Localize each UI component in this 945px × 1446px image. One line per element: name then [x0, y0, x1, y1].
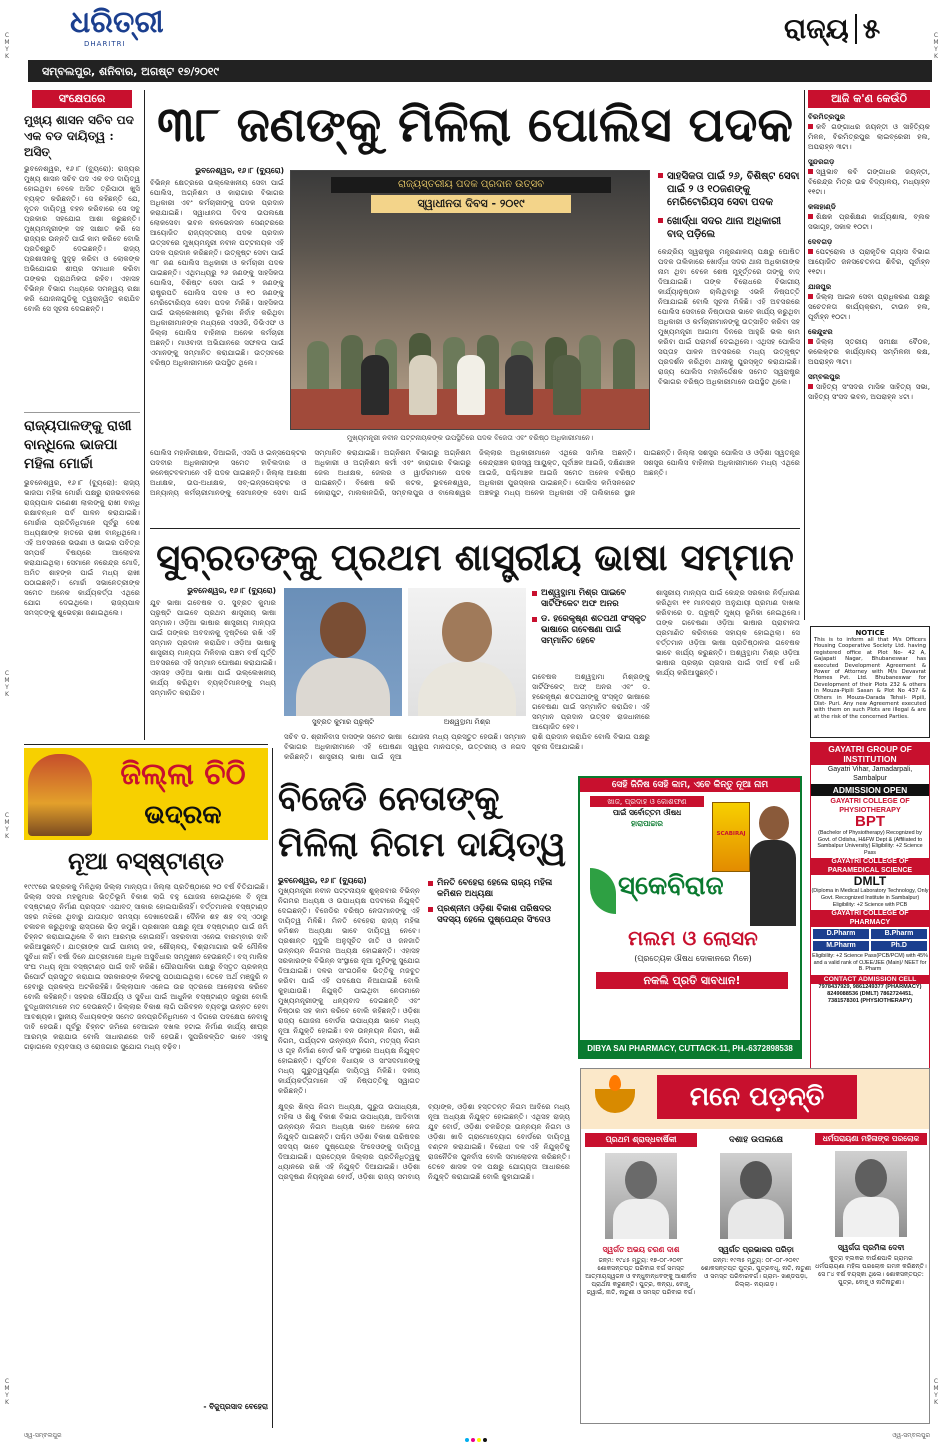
- subrata-body1: ଯୁବ ଭାଷା ଗବେଷକ ଡ. ସୁବ୍ରତ କୁମାର ପ୍ରୃଷ୍ଟି ପାଇବେ ପ୍ରଥମ ଶାସ୍ତ୍ରୀୟ ଭାଷା ସମ୍ମାନ। ଓଡ଼ିଆ ଭାଷାର ଶାସ୍ତ୍ରୀୟ ମାନ୍ୟତା ପାଇଁ ତାଙ୍କର ଅବଦାନକୁ ଦୃଷ୍ଟିରେ ରଖି ଏହି ସମ୍ମାନ ପ୍ରଦାନ କରାଯିବ। ଓଡ଼ିଆ ଭାଷାକୁ ଶାସ୍ତ୍ରୀୟ ମାନ୍ୟତା ମିଳିବାର ପଞ୍ଚମ ବର୍ଷ ପୂର୍ତ୍ତି ଅବସରରେ ଏହି ସମ୍ମାନ ଘୋଷଣା କରାଯାଇଛି। ଏହାସହ ଓଡ଼ିଆ ଭାଷା ପାଇଁ ଉଲ୍ଲେଖନୀୟ କାର୍ଯ୍ୟ କରିଥିବା ବ୍ୟକ୍ତିମାନଙ୍କୁ ମଧ୍ୟ ସମ୍ମାନିତ କରାଯିବ।: [150, 598, 276, 697]
- bullet-square-icon: [808, 169, 813, 174]
- today-item: [808, 237, 930, 277]
- photo-banner-1: ରାଜ୍ୟସ୍ତରୀୟ ପଦକ ପ୍ରଦାନ ଉତ୍ସବ: [331, 177, 611, 193]
- scabiraj-pack: SCABIRAJ: [712, 802, 750, 872]
- subrata-body3: ଶାସ୍ତ୍ରୀୟ ମାନ୍ୟତା ପାଇଁ କେନ୍ଦ୍ର ସରକାର ନିର୍ଦ୍ଧାରଣ କରିଥିବା ୧୧ ମାନଦଣ୍ଡ ଅନୁଯାୟୀ ପ୍ରମାଣ ଦାଖଲ କରିବାରେ ଡ. ପ୍ରୃଷ୍ଟି ମୁଖ୍ୟ ଭୂମିକା ନେଇଥିଲେ। ତାଙ୍କ ଗବେଷଣା ଓଡ଼ିଆ ଭାଷାର ପ୍ରାଚୀନତା ପ୍ରମାଣିତ କରିବାରେ ସହାୟକ ହୋଇଥିଲା। ସେ ବର୍ତ୍ତମାନ ଓଡ଼ିଆ ଭାଷା ପ୍ରତିଷ୍ଠାନର ଗବେଷକ ଭାବେ କାର୍ଯ୍ୟ କରୁଛନ୍ତି। ଅଶ୍ୱତ୍ଥାମା ମିଶ୍ର ଓଡ଼ିଆ ଭାଷାର ପ୍ରଚାର ପ୍ରସାର ପାଇଁ ଦୀର୍ଘ ବର୍ଷ ଧରି କାର୍ଯ୍ୟ କରିଆସୁଛନ୍ତି।: [656, 588, 800, 677]
- mane-col3-photo: [835, 1151, 907, 1237]
- gayatri-name: GAYATRI GROUP OF INSTITUTION: [811, 743, 929, 765]
- today-item-place: ସୁନ୍ଦରଗଡ଼: [808, 157, 835, 166]
- subrata-box-2: ଡ. ହରେକୃଷ୍ଣ ଶତପଥୀ ସଂସ୍କୃତ ଭାଷାରେ ଗବେଷଣା ପାଇଁ ସମ୍ମାନିତ ହେବେ: [532, 614, 650, 647]
- lamp-icon: [595, 1089, 635, 1113]
- logo-text: ଧରିତ୍ରୀ: [70, 5, 164, 40]
- today-item-text: ସାହିତ୍ୟ ସଂସଦର ମାସିକ ସାହିତ୍ୟ ସଭା, ସାହିତ୍ୟ ସଂସଦ ଭବନ, ଅପରାହ୍ନ ୪ଟା।: [808, 382, 930, 401]
- today-item-place: ସମ୍ବଲପୁର: [808, 372, 841, 381]
- subrata-photo: [284, 588, 402, 716]
- registration-marks-bottom: C M Y K: [4, 1378, 10, 1406]
- lead-dateline: ଭୁବନେଶ୍ୱର, ୧୬।୮ (ବ୍ୟୁରୋ): [195, 166, 284, 175]
- lead-story: [150, 90, 800, 525]
- scabiraj-ad: [578, 776, 802, 1059]
- scabiraj-tag3: ହାରାପାଚ୍ଚାର: [631, 819, 663, 828]
- today-item: [808, 112, 930, 152]
- mane-col3-head: ଧର୍ମପରାୟଣା ମହିଳାଙ୍କ ପରଲୋକ: [815, 1133, 927, 1145]
- gayatri-pharm-desc: Eligibility: +2 Science Pass(PCB/PCM) with 45% and a valid rank of OJEE/JEE (Main)/ NEET for B. Pharm: [812, 953, 928, 973]
- scabiraj-product: ମଲମ ଓ ଲୋସନ: [628, 926, 758, 950]
- zilla-banner: [24, 748, 268, 840]
- mishra-photo: [408, 588, 526, 716]
- bjd-box-1: ମିନତି ବେହେରା ହେଲେ ରାଜ୍ୟ ମହିଳା କମିଶନ ଅଧ୍ୟକ୍ଷା: [428, 878, 570, 900]
- brief-story1-title: ମୁଖ୍ୟ ଶାସନ ସଚିବ ପଦ ଏକ ବଡ ଦାୟିତ୍ୱ : ଅସିତ୍: [24, 113, 134, 159]
- bjd-box-2: ପ୍ରଶ୍ନୀମ ଓଡ଼ିଶା ବିକାଶ ପରିଷଦର ସଦସ୍ୟ ହେଲେ ପୁଷ୍ପେନ୍ଦ୍ର ସିଂଦେଓ: [428, 904, 570, 926]
- gayatri-address: Gayatri Vihar, Jamadarpali, Sambalpur: [827, 766, 913, 782]
- mane-col2-head: ଦଶାହ ଉପଲକ୍ଷେ: [729, 1135, 783, 1145]
- today-item: [808, 327, 930, 367]
- scabiraj-tag1: ଖାଜ, ପ୍ରଦାହ ଓ କୋଶଫଣ: [590, 796, 704, 807]
- masthead: [14, 6, 932, 84]
- mane-col1-head: ପ୍ରଥମ ଶ୍ରାଦ୍ଧବାର୍ଷିକୀ: [585, 1133, 697, 1147]
- lead-body-right: କେନ୍ଦ୍ରିୟ ସ୍ୱରାଷ୍ଟ୍ର ମନ୍ତ୍ରଣାଳୟ ପକ୍ଷରୁ ଘୋଷିତ ପଦକ ତାଲିକାରେ ଖୋର୍ଦ୍ଧା ସଦର ଥାନା ଅଧିକାରୀଙ୍କ ନାମ ଥିବା ବେଳେ ଶେଷ ମୁହୂର୍ତ୍ତରେ ତାଙ୍କୁ ବାଦ୍ ଦିଆଯାଇଛି। ତାଙ୍କ ବିରୋଧରେ ବିଭାଗୀୟ କାର୍ଯ୍ୟାନୁଷ୍ଠାନ ଚାଲିଥିବାରୁ ଏଭଳି ନିଷ୍ପତ୍ତି ନିଆଯାଇଛି ବୋଲି ସୂଚନା ମିଳିଛି। ଏହି ଅବସରରେ ପୋଲିସ ସେବାରେ ନିଷ୍ଠାପର ଭାବେ କାର୍ଯ୍ୟ କରୁଥିବା ଅଧିକାରୀ ଓ କର୍ମଚାରୀମାନଙ୍କୁ ଉତ୍ସାହିତ କରିବା ସହ ମୁଖ୍ୟମନ୍ତ୍ରୀ ଆଗାମୀ ଦିନରେ ଆହୁରି ଭଲ କାମ କରିବା ପାଇଁ ପରାମର୍ଶ ଦେଇଥିଲେ। ଏଥିସହ ପୋଲିସ ସପ୍ତାହ ପାଳନ ଅବସରରେ ମଧ୍ୟ ଉତ୍କୃଷ୍ଟ ପ୍ରଦର୍ଶନ କରିଥିବା ଥାନାକୁ ପୁରସ୍କୃତ କରାଯାଇଛି। ରାଜ୍ୟ ପୋଲିସ ମହାନିର୍ଦ୍ଦେଶକ ସମେତ ସ୍ୱରାଷ୍ଟ୍ର ବିଭାଗର ବରିଷ୍ଠ ଅଧିକାରୀମାନେ ଉପସ୍ଥିତ ଥିଲେ।: [658, 247, 800, 386]
- scabiraj-tag2: ପାଇଁ ସର୍ବୋତ୍ତମ ଔଷଧ: [612, 808, 682, 817]
- registration-marks-right-bottom: C M Y K: [933, 1378, 939, 1406]
- today-title: ଆଜି କ'ଣ କେଉଁଠି: [808, 90, 930, 108]
- today-item: [808, 372, 930, 402]
- notice-title: NOTICE: [855, 629, 885, 637]
- bjd-body2: କ୍ଷୁଦ୍ର ଶିଳ୍ପ ନିଗମ ଅଧ୍ୟକ୍ଷ, ଗୁରୁତା ଉପାଧ୍ୟକ୍ଷ, ମହିଳା ଓ ଶିଶୁ ବିକାଶ ବିଭାଗ ଉପାଧ୍ୟକ୍ଷ, ଆଦିବାସୀ ଉନ୍ନୟନ ନିଗମ ଅଧ୍ୟକ୍ଷ ଭାବେ ଅନେକ ନେତା ନିଯୁକ୍ତି ପାଇଛନ୍ତି। ପଶ୍ଚିମ ଓଡ଼ିଶା ବିକାଶ ପରିଷଦର ସଦସ୍ୟ ଭାବେ ପୁଷ୍ପେନ୍ଦ୍ର ସିଂଦେଓଙ୍କୁ ଦାୟିତ୍ୱ ଦିଆଯାଇଛି। ପ୍ରତ୍ୟେକ ଜିଲ୍ଲାର ପ୍ରତିନିଧିତ୍ୱକୁ ଧ୍ୟାନରେ ରଖି ଏହି ନିଯୁକ୍ତି ଦିଆଯାଇଛି। ଓଡ଼ିଶା ପ୍ରଦୂଷଣ ନିୟନ୍ତ୍ରଣ ବୋର୍ଡ, ଓଡ଼ିଶା ରାଜ୍ୟ ସମବାୟ ବ୍ୟାଙ୍କ, ଓଡ଼ିଶା ହସ୍ତତନ୍ତ ନିଗମ ଆଦିରେ ମଧ୍ୟ ନୂଆ ଅଧ୍ୟକ୍ଷ ନିଯୁକ୍ତ ହୋଇଛନ୍ତି। ଏଥିସହ ରାଜ୍ୟ ଯୁବ ବୋର୍ଡ, ଓଡ଼ିଶା ଚଳଚ୍ଚିତ୍ର ଉନ୍ନୟନ ନିଗମ ଓ ଓଡ଼ିଶା ଖାଦି ଗ୍ରାମୋଦ୍ୟୋଗ ବୋର୍ଡରେ ଦାୟିତ୍ୱ ବଣ୍ଟନ କରାଯାଇଛି। ବିରୋଧୀ ଦଳ ଏହି ନିଯୁକ୍ତିକୁ ରାଜନୈତିକ ପୁନର୍ବାସ ବୋଲି ସମାଲୋଚନା କରିଛନ୍ତି। ତେବେ ଶାସକ ଦଳ ପକ୍ଷରୁ ଯୋଗ୍ୟତା ଆଧାରରେ ନିଯୁକ୍ତି କରାଯାଇଛି ବୋଲି କୁହାଯାଇଛି।: [278, 1102, 570, 1181]
- today-box: [808, 90, 930, 620]
- dateline-bar: [28, 60, 932, 82]
- gayatri-course2-desc: (Diploma in Medical Laboratory Technology, Only Govt. Recognized Institute in Sambalpur) Eligibility: +2 Science with PCB: [811, 888, 929, 908]
- bullet-square-icon: [808, 249, 813, 254]
- mane-col-3: [815, 1133, 927, 1421]
- today-item-place: ଯାଜପୁର: [808, 282, 832, 291]
- mane-col2-name: ସ୍ୱର୍ଗତ ପ୍ରଭାକର ପରିଡ଼ା: [718, 1245, 794, 1254]
- pharm-course-3: M.Pharm: [813, 941, 869, 951]
- registration-marks-top: C M Y K: [4, 32, 10, 60]
- lead-photo: [290, 170, 650, 430]
- subrata-body4: ସଚିବ ଡ. ଶ୍ରୀନିବାସ ଦାସଙ୍କ ସମେତ ଭାଷା ବିଭାଗର ଅଧିକାରୀମାନେ ଏହି ଘୋଷଣା କରିଛନ୍ତି। ଶାସ୍ତ୍ରୀୟ ଭାଷା ପାଇଁ ନୂଆ ଯୋଜନା ମଧ୍ୟ ପ୍ରସ୍ତୁତ ହେଉଛି। ସମ୍ମାନ ସ୍ୱରୂପ ମାନପତ୍ର, ଉତ୍ତରୀୟ ଓ ନଗଦ ରାଶି ପ୍ରଦାନ କରାଯିବ ବୋଲି ବିଭାଗ ପକ୍ଷରୁ ସୂଚନା ଦିଆଯାଇଛି।: [284, 732, 650, 761]
- pharm-course-2: B.Pharm: [871, 929, 927, 939]
- scabiraj-warning: ନକଲି ପ୍ରତି ସାବଧାନ!: [596, 972, 788, 989]
- gayatri-pharm-grid: [811, 927, 929, 953]
- today-item-text: ସ୍ୱଭାବ କବି ଗଙ୍ଗାଧର ଜୟନ୍ତୀ, ବିରେନ୍ଦ୍ର ମିତ୍ର ଉଚ୍ଚ ବିଦ୍ୟାଳୟ, ମଧ୍ୟାହ୍ନ ୧୧ଟା।: [808, 167, 930, 196]
- mane-col-1: [585, 1133, 697, 1421]
- registration-marks-right-top: C M Y K: [933, 32, 939, 60]
- scabiraj-top: ସେହି ଜିନିଷ ସେହି କାମ, ଏବେ କିନ୍ତୁ ନୂଆ ନାମ: [580, 778, 800, 792]
- logo-subtitle: DHARITRI: [84, 40, 126, 48]
- mane-col1-text: ଜନ୍ମ: ୧୯୪୫ ମୃତ୍ୟୁ: ୧୭-୦୮-୨୦୧୮ ଶୋକସନ୍ତପ୍ତ ପରିବାର ବର୍ଗ ସମସ୍ତ ଆତ୍ମୀୟସ୍ୱଜନ ଓ ବନ୍ଧୁବାନ୍ଧବଙ୍କୁ ଆଶୀର୍ବାଦ ପ୍ରାର୍ଥନା କରୁଛନ୍ତି। ପୁତ୍ର, କନ୍ୟା, ବୋହୂ, ଜ୍ୱାଇଁ, ନାତି, ନାତୁଣୀ ଓ ସମସ୍ତ ପରିବାର ବର୍ଗ।: [585, 1257, 697, 1296]
- zilla-banner-title: ଜିଲ୍ଲା ଚିଠି: [120, 757, 246, 792]
- bjd-headline-1: ବିଜେଡି ନେତାଙ୍କୁ: [278, 779, 500, 819]
- scabiraj-sub: (ପ୍ରତ୍ୟେକ ଔଷଧ ଦୋକାନରେ ମିଳେ): [634, 954, 752, 963]
- gayatri-course2: DMLT: [853, 874, 887, 889]
- today-item: [808, 157, 930, 197]
- registration-marks-middle: C M Y K: [4, 670, 10, 698]
- bullet-square-icon: [808, 214, 813, 219]
- gayatri-admission: ADMISSION OPEN: [811, 784, 929, 796]
- today-item-place: ଦେବଗଡ଼: [808, 237, 833, 246]
- color-dots: [465, 1427, 489, 1446]
- gayatri-college3: GAYATRI COLLEGE OF PHARMACY: [811, 910, 929, 927]
- gayatri-contact-label: CONTACT ADMISSION CELL: [811, 975, 929, 984]
- bjd-story: [278, 776, 570, 1426]
- gayatri-course1: BPT: [855, 813, 885, 830]
- zilla-body: ୧୯୯୯ରେ ଭଦ୍ରକକୁ ମିଳିଥିଲା ଜିଲ୍ଲା ମାନ୍ୟତା। ଜିଲ୍ଲା ପ୍ରତିଷ୍ଠାରେ ୨୦ ବର୍ଷ ବିତିଯାଇଛି। ଜିଲ୍ଲା ସଦର ମହକୁମାର ଭିତ୍ତିଭୂମି ବିକାଶ ଲାଗି ବହୁ ଯୋଜନା ହୋଇଥିଲେ ବି ନୂଆ ବସ୍‌ଷ୍ଟାଣ୍ଡ ନିର୍ମାଣ ପ୍ରସ୍ତାବ ଏଯାବତ୍ ସାକାର ହୋଇପାରିନାହିଁ। ବର୍ତ୍ତମାନର ବସ୍‌ଷ୍ଟାଣ୍ଡ ସହର ମଝିରେ ଥିବାରୁ ଯାତାୟାତ ସମସ୍ୟା ଦେଖାଦେଉଛି। ଦୈନିକ ଶହ ଶହ ବସ୍ ଏଠାରୁ ଚଳାଚଳ କରୁଥିବାରୁ ରାସ୍ତାରେ ଭିଡ଼ ଜମୁଛି। ପ୍ରଶାସନ ପକ୍ଷରୁ ନୂଆ ବସ୍‌ଷ୍ଟାଣ୍ଡ ପାଇଁ ଜମି ଚିହ୍ନଟ କରାଯାଇଥିଲେ ବି କାମ ଆରମ୍ଭ ହୋଇନାହିଁ। ସହରବାସୀ ଏନେଇ ବାରମ୍ବାର ଦାବି କରିଆସୁଛନ୍ତି। ଯାତ୍ରୀଙ୍କ ପାଇଁ ପାନୀୟ ଜଳ, ଶୌଚାଳୟ, ବିଶ୍ରାମାଗାର ଭଳି ମୌଳିକ ସୁବିଧା ନାହିଁ। ବର୍ଷା ଦିନେ ଯାତ୍ରୀମାନେ ଅଧିକ ଅସୁବିଧାର ସମ୍ମୁଖୀନ ହେଉଛନ୍ତି। ବସ୍ ମାଲିକ ସଂଘ ମଧ୍ୟ ନୂଆ ବସ୍‌ଷ୍ଟାଣ୍ଡ ପାଇଁ ଦାବି କରିଛି। ପୌରପାଳିକା ପକ୍ଷରୁ ବିସ୍ତୃତ ପ୍ରକଳ୍ପ ରିପୋର୍ଟ ପ୍ରସ୍ତୁତ କରାଯାଇ ସରକାରଙ୍କ ନିକଟକୁ ପଠାଯାଇଥିଲା। ତେବେ ଅର୍ଥ ମଞ୍ଜୁରି ନ ହେବାରୁ ପ୍ରକଳ୍ପ ଅଟକିରହିଛି। ଜିଲ୍ଲାପାଳ ଏନେଇ ଉଚ୍ଚ ସ୍ତରରେ ଆଲୋଚନା କରିବେ ବୋଲି କହିଛନ୍ତି। ସହରର ସୌନ୍ଦର୍ଯ୍ୟ ଓ ସୁବିଧା ପାଇଁ ଆଧୁନିକ ବସ୍‌ଷ୍ଟାଣ୍ଡ ଜରୁରୀ ବୋଲି ବୁଦ୍ଧିଜୀବୀମାନେ ମତ ଦେଉଛନ୍ତି। ଜିଲ୍ଲାର ବିକାଶ ଲାଗି ପରିବହନ ବ୍ୟବସ୍ଥା ଉନ୍ନତ ହେବା ଆବଶ୍ୟକ। ସ୍ଥାନୀୟ ବିଧାୟକଙ୍କ ସମେତ ଜନପ୍ରତିନିଧିମାନେ ଏ ଦିଗରେ ପଦକ୍ଷେପ ନେବାକୁ ଦାବି ହେଉଛି। ପୂର୍ବରୁ ଚିହ୍ନଟ ଜମିରେ ବେଆଇନ ଦଖଲ ହଟାଇ ନିର୍ମାଣ କାର୍ଯ୍ୟ ଶୀଘ୍ର ଆରମ୍ଭ କରାଯାଉ ବୋଲି ସାଧାରଣରେ ଦାବି ହେଉଛି। ସୁପରିକଳ୍ପିତ ଭାବେ ଏହାକୁ ଗଢ଼ାଗଲେ ବ୍ୟବସାୟ ଓ ରୋଜଗାର ସୁଯୋଗ ମଧ୍ୟ ବଢ଼ିବ।: [24, 882, 268, 1051]
- mane-header: [581, 1069, 930, 1129]
- footer-bar: [24, 1430, 930, 1442]
- mane-col-2: [701, 1133, 811, 1421]
- today-item-text: ଶିକ୍ଷକ ପ୍ରଶିକ୍ଷଣ କାର୍ଯ୍ୟଶାଳା, ବ୍ଲକ ସଭାଗୃହ, ସକାଳ ୧୦ଟା।: [808, 212, 930, 231]
- lead-photo-caption: ମୁଖ୍ୟମନ୍ତ୍ରୀ ନବୀନ ପଟ୍ଟନାୟକଙ୍କ ଉପସ୍ଥିତିରେ ପଦକ ବିଜେତା ଏବଂ ବରିଷ୍ଠ ଅଧିକାରୀମାନେ।: [346, 434, 594, 442]
- scabiraj-leaf-icon: [590, 868, 616, 914]
- logo: [70, 6, 190, 50]
- today-item-place: କଳାହାଣ୍ଡି: [808, 202, 837, 211]
- today-item-place: ବିରମିତ୍ରପୁର: [808, 112, 846, 121]
- mane-col1-photo: [605, 1153, 677, 1239]
- mane-title: ମନେ ପଡ଼ନ୍ତି: [657, 1075, 857, 1119]
- bullet-square-icon: [808, 124, 813, 129]
- gayatri-college1: GAYATRI COLLEGE OF PHYSIOTHERAPY: [830, 796, 910, 814]
- zilla-headline: ନୂଆ ବସ୍‌ଷ୍ଟାଣ୍ଡ: [68, 846, 224, 875]
- today-item-text: କବି ଗଙ୍ଗାଧର ଜୟନ୍ତୀ ଓ ସାହିତ୍ୟିକ ମିଳନ, ବିରମିତ୍ରପୁର ଲାଇବ୍ରେରୀ ହଲ, ଅପରାହ୍ନ ୩ଟା।: [808, 122, 930, 151]
- bjd-body1: ମୁଖ୍ୟମନ୍ତ୍ରୀ ନବୀନ ପଟ୍ଟନାୟକ ଶୁକ୍ରବାର ବିଭିନ୍ନ ନିଗମର ଅଧ୍ୟକ୍ଷ ଓ ଉପାଧ୍ୟକ୍ଷ ପଦବୀରେ ନିଯୁକ୍ତି ଦେଇଛନ୍ତି। ବିଜେଡିର ବରିଷ୍ଠ ନେତାମାନଙ୍କୁ ଏହି ଦାୟିତ୍ୱ ମିଳିଛି। ମିନତି ବେହେରା ରାଜ୍ୟ ମହିଳା କମିଶନ ଅଧ୍ୟକ୍ଷା ଭାବେ ଦାୟିତ୍ୱ ନେବେ। ପ୍ରଶାନ୍ତ ମୁଦୁଲି ଅନୁସୂଚିତ ଜାତି ଓ ଜନଜାତି ଉନ୍ନୟନ ନିଗମର ଅଧ୍ୟକ୍ଷ ହୋଇଛନ୍ତି। ଏହାସହ ସରକାରଙ୍କ ବିଭିନ୍ନ ସଂସ୍ଥାରେ ନୂଆ ମୁହଁଙ୍କୁ ସୁଯୋଗ ଦିଆଯାଇଛି। ଦଳର ସାଂଗଠନିକ ଭିତ୍ତିକୁ ମଜବୁତ କରିବା ପାଇଁ ଏହି ପଦକ୍ଷେପ ନିଆଯାଇଛି ବୋଲି କୁହାଯାଉଛି। ନିଯୁକ୍ତି ପାଇଥିବା ନେତାମାନେ ମୁଖ୍ୟମନ୍ତ୍ରୀଙ୍କୁ ଧନ୍ୟବାଦ ଦେଇଛନ୍ତି ଏବଂ ନିଷ୍ଠାର ସହ କାମ କରିବେ ବୋଲି କହିଛନ୍ତି। ଓଡ଼ିଶା ରାଜ୍ୟ ଯୋଜନା ବୋର୍ଡର ଉପାଧ୍ୟକ୍ଷ ଭାବେ ମଧ୍ୟ ନୂଆ ନିଯୁକ୍ତି ହୋଇଛି। ବନ ଉନ୍ନୟନ ନିଗମ, ଖଣି ନିଗମ, ପର୍ଯ୍ୟଟନ ଉନ୍ନୟନ ନିଗମ, ମତ୍ସ୍ୟ ନିଗମ ଓ ଗୃହ ନିର୍ମାଣ ବୋର୍ଡ ଭଳି ସଂସ୍ଥାରେ ଅଧ୍ୟକ୍ଷ ନିଯୁକ୍ତ ହୋଇଛନ୍ତି। ପୂର୍ବତନ ବିଧାୟକ ଓ ସାଂସଦମାନଙ୍କୁ ମଧ୍ୟ ଗୁରୁତ୍ୱପୂର୍ଣ୍ଣ ଦାୟିତ୍ୱ ମିଳିଛି। ଦଳୀୟ କାର୍ଯ୍ୟକର୍ତ୍ତାମାନେ ଏହି ନିଷ୍ପତ୍ତିକୁ ସ୍ୱାଗତ କରିଛନ୍ତି।: [278, 886, 420, 1095]
- subrata-dateline: ଭୁବନେଶ୍ୱର, ୧୬।୮ (ବ୍ୟୁରୋ): [187, 586, 276, 595]
- today-item: [808, 202, 930, 232]
- brief-story1-body: ଭୁବନେଶ୍ୱର, ୧୬।୮ (ବ୍ୟୁରୋ): ରାଜ୍ୟର ମୁଖ୍ୟ ଶାସନ ସଚିବ ପଦ ଏକ ବଡ ଦାୟିତ୍ୱ ହୋଇଥିବା ବେଳେ ଅସିତ ତ୍ରିପାଠୀ ଖୁସି ବ୍ୟକ୍ତ କରିଛନ୍ତି। ସେ କହିଛନ୍ତି ଯେ, ନୂତନ ଦାୟିତ୍ୱ ବହନ କରିବାରେ ସେ ସବୁ ପ୍ରକାର ସହଯୋଗ ଆଶା କରୁଛନ୍ତି। ମୁଖ୍ୟମନ୍ତ୍ରୀଙ୍କ ସହ ସାକ୍ଷାତ କରି ସେ ରାଜ୍ୟର ଉନ୍ନତି ପାଇଁ କାମ କରିବେ ବୋଲି ପ୍ରତିଶ୍ରୁତି ଦେଇଛନ୍ତି। ରାଜ୍ୟ ପ୍ରଶାସନକୁ ସୁଦୃଢ଼ କରିବା ଓ ଲୋକଙ୍କ ଅଭିଯୋଗର ଶୀଘ୍ର ସମାଧାନ କରିବା ତାଙ୍କର ପ୍ରାଥମିକତା ରହିବ। ଏହାସହ ବିଭିନ୍ନ ବିଭାଗ ମଧ୍ୟରେ ସମନ୍ୱୟ ରକ୍ଷା କରି ଯୋଜନାଗୁଡିକୁ ତ୍ୱରାନ୍ୱିତ କରାଯିବ ବୋଲି ସେ ସୂଚନା ଦେଇଛନ୍ତି।: [24, 164, 140, 313]
- gayatri-ad: [810, 742, 930, 1072]
- section-name: ରାଜ୍ୟ: [784, 12, 849, 45]
- footer-left: ଓ୍ୱ-ସମ୍ବଲପୁର: [24, 1432, 62, 1439]
- brief-story2-title: ରାଜ୍ୟପାଳଙ୍କୁ ରାଖୀ ବାନ୍ଧିଲେ ଭାଜପା ମହିଳା ମୋର୍ଚ୍ଚା: [24, 418, 132, 472]
- zilla-banner-place: ଭଦ୍ରକ: [144, 800, 222, 830]
- mane-col2-photo: [720, 1153, 792, 1239]
- lead-headline: ୩୮ ଜଣଙ୍କୁ ମିଳିଲା ପୋଲିସ ପଦକ: [157, 97, 793, 153]
- subrata-story: [150, 530, 800, 770]
- brief-tag: ସଂକ୍ଷେପରେ: [32, 90, 132, 108]
- bullet-square-icon: [808, 294, 813, 299]
- scabiraj-person: [750, 806, 798, 926]
- dateline-text: ସମ୍ବଲପୁର, ଶନିବାର, ଅଗଷ୍ଟ ୧୭/୨୦୧୯: [42, 65, 219, 78]
- today-item-place: କେନ୍ଦୁଝର: [808, 327, 833, 336]
- bjd-dateline: ଭୁବନେଶ୍ୱର, ୧୬।୮ (ବ୍ୟୁରୋ): [278, 876, 367, 885]
- bullet-square-icon: [808, 339, 813, 344]
- scabiraj-brand: ସ୍କେବିରାଜ: [618, 871, 724, 901]
- lead-highlight-2: ଖୋର୍ଦ୍ଧା ସଦର ଥାନା ଅଧିକାରୀ ବାଦ୍ ପଡ଼ିଲେ: [658, 215, 800, 241]
- registration-marks-lower: C M Y K: [4, 812, 10, 840]
- notice-body: This is to inform all that M/s Officers Housing Cooperative Society Ltd. having registered office at Plot No- 42 A, Gajapati Nagar, Bhubaneswar has executed Development Agreement & Power of Attorney with M/s Devavrat Homes Pvt. Ltd. Bhubaneswar for Development of their Plots 232 & others in Mouza-Pipili Sasan & Plot No 437 & Others in Mouza-Darada Tehsil- Pipili, Dist- Puri. Any new Agreement executed with them on such Plots are illegal & are at the risk of the concerned Parties.: [814, 637, 926, 720]
- today-item-text: ଜିଲ୍ଲା ସ୍ତରୀୟ ସମୀକ୍ଷା ବୈଠକ, କଲେକ୍ଟର କାର୍ଯ୍ୟାଳୟ ସମ୍ମିଳନୀ କକ୍ଷ, ଅପରାହ୍ନ ୩ଟା।: [808, 337, 930, 366]
- brief-column: [24, 90, 140, 740]
- today-item-text: ଜିଲ୍ଲା ଆଇନ ସେବା ପ୍ରାଧିକରଣ ପକ୍ଷରୁ ସଚେତନତା କାର୍ଯ୍ୟକ୍ରମ, ଟାଉନ ହଲ, ପୂର୍ବାହ୍ନ ୧୦ଟା।: [808, 292, 930, 321]
- pharm-course-4: Ph.D: [871, 941, 927, 951]
- today-item-text: ପେଟ୍ରୋଲ ଓ ପ୍ରାକୃତିକ ଗ୍ୟାସ ବିଭାଗ ଆୟୋଜିତ ଜନସଚେତନତା ଶିବିର, ପୂର୍ବାହ୍ନ ୧୧ଟା।: [808, 247, 930, 276]
- mane-col3-text: କୁତ୍ରା ବ୍ଲକର ବାଉଁଶପାଳି ଗ୍ରାମର ଧର୍ମପରାୟଣା ମହିଳା ପରଲୋକ ଗମନ କରିଛନ୍ତି। ସେ ୮୪ ବର୍ଷ ବୟସ୍କା ଥିଲେ। ଶୋକସନ୍ତପ୍ତ: ପୁତ୍ର, ବୋହୂ ଓ ନାତିନାତୁଣୀ।: [815, 1255, 927, 1286]
- lead-body-left: ବିଭିନ୍ନ କ୍ଷେତ୍ରରେ ଉଲ୍ଲେଖନୀୟ ସେବା ପାଇଁ ପୋଲିସ, ଅଗ୍ନିଶମ ଓ କାରାଗାର ବିଭାଗର ଅଧିକାରୀ ଏବଂ କର୍ମଚାରୀଙ୍କୁ ପଦକ ପ୍ରଦାନ କରାଯାଇଛି। ସ୍ୱାଧୀନତା ଦିବସ ଉପଲକ୍ଷେ ଲୋକସେବା ଭବନ କନଭେନସନ ସେଣ୍ଟରରେ ଆୟୋଜିତ ରାଜ୍ୟସ୍ତରୀୟ ପଦକ ପ୍ରଦାନ ଉତ୍ସବରେ ମୁଖ୍ୟମନ୍ତ୍ରୀ ନବୀନ ପଟ୍ଟନାୟକ ଏହି ପଦକ ପ୍ରଦାନ କରିଛନ୍ତି। ଉତ୍କୃଷ୍ଟ ସେବା ପାଇଁ ୩୮ ଜଣ ପୋଲିସ ଅଧିକାରୀ ଓ କର୍ମଚାରୀ ପଦକ ପାଇଛନ୍ତି। ଏଥିମଧ୍ୟରୁ ୨୬ ଜଣଙ୍କୁ ସାହସିକତା ପୋଲିସ, ବିଶିଷ୍ଟ ସେବା ପାଇଁ ୨ ଜଣଙ୍କୁ ରାଷ୍ଟ୍ରପତି ପୋଲିସ ପଦକ ଓ ୧୦ ଜଣଙ୍କୁ ମେରିଟୋରିୟସ ସେବା ପଦକ ମିଳିଛି। ସାହସିକତା ପାଇଁ ଉଲ୍ଲେଖନୀୟ ଭୂମିକା ନିର୍ବାହ କରିଥିବା ଅଧିକାରୀମାନଙ୍କ ମଧ୍ୟରେ ଏସଓଜି, ଡିଭିଏଫ ଓ ଜିଲ୍ଲା ପୋଲିସ ବାହିନୀର ଅନେକ କର୍ମଚାରୀ ଅଛନ୍ତି। ମାଓବାଦୀ ଅଭିଯାନରେ ସଫଳତା ପାଇଁ ଏମାନଙ୍କୁ ସମ୍ମାନିତ କରାଯାଇଛି। ଉତ୍ସବରେ ବରିଷ୍ଠ ଅଧିକାରୀମାନେ ଉପସ୍ଥିତ ଥିଲେ।: [150, 178, 284, 367]
- subrata-body2: ଗବେଷକ ଅଶ୍ୱତ୍ଥାମା ମିଶ୍ରଙ୍କୁ ସାର୍ଟିଫିକେଟ୍ ଅଫ୍ ଅନର ଏବଂ ଡ. ହରେକୃଷ୍ଣ ଶତପଥୀଙ୍କୁ ସଂସ୍କୃତ ଭାଷାରେ ଗବେଷଣା ପାଇଁ ସମ୍ମାନିତ କରାଯିବ। ଏହି ସମ୍ମାନ ପ୍ରଦାନ ଉତ୍ସବ ରାଜଧାନୀରେ ଆୟୋଜିତ ହେବ।: [532, 672, 650, 731]
- subrata-box-1: ଅଶ୍ୱତ୍ଥାମା ମିଶ୍ର ପାଇବେ ସାର୍ଟିଫିକେଟ ଅଫ ଅନର: [532, 588, 650, 610]
- zilla-byline: - ବିଜୁପ୍ରସାଦ ବେହେରା: [24, 1402, 268, 1412]
- bullet-square-icon: [808, 384, 813, 389]
- mane-col3-name: ସ୍ୱର୍ଗତା ପ୍ରମିଳା ଦେବୀ: [837, 1243, 905, 1252]
- scabiraj-footer: DIBYA SAI PHARMACY, CUTTACK-11, PH.-6372898538: [580, 1040, 800, 1057]
- mane-padanti: [580, 1068, 930, 1424]
- bjd-headline-2: ମିଳିଲା ନିଗମ ଦାୟିତ୍ୱ: [278, 825, 566, 865]
- section-label: [784, 10, 924, 48]
- today-item: [808, 282, 930, 322]
- mane-col2-text: ଜନ୍ମ: ୧୯୩୫ ମୃତ୍ୟୁ: ୦୮-୦୮-୨୦୧୯ ଶୋକସନ୍ତପ୍ତ ପୁତ୍ର, ପୁତ୍ରବଧୂ, ନାତି, ନାତୁଣୀ ଓ ସମସ୍ତ ପରିବାରବର୍ଗ। ଗ୍ରାମ- ଖଣ୍ଡପଡ଼ା, ଜିଲ୍ଲା- ନୟାଗଡ଼।: [701, 1257, 811, 1288]
- lead-body-bottom: ପୋଲିସ ମହାନିରୀକ୍ଷକ, ଡିଆଇଜି, ଏସପି ଓ ଇନ୍ସପେକ୍ଟର ପଦବୀର ଅଧିକାରୀଙ୍କ ସମେତ ହାବିଲଦାର ଓ କନେଷ୍ଟବଳମାନେ ଏହି ପଦକ ପାଇଛନ୍ତି। ଜିଲ୍ଲା ଆରକ୍ଷୀ ଅଧୀକ୍ଷକ, ଉପ-ଅଧୀକ୍ଷକ, ସବ୍-ଇନ୍ସପେକ୍ଟର ଓ ଅନ୍ୟାନ୍ୟ କର୍ମଚାରୀମାନଙ୍କୁ ସେମାନଙ୍କ ସେବା ପାଇଁ ସମ୍ମାନିତ କରାଯାଇଛି। ଅଗ୍ନିଶମ ବିଭାଗରୁ ଅଗ୍ନିଶମ ଅଧିକାରୀ ଓ ଅଗ୍ନିଶମ କର୍ମୀ ଏବଂ କାରାଗାର ବିଭାଗରୁ ଜେଲ ଅଧୀକ୍ଷକ, ଜେଲର ଓ ୱାର୍ଡରମାନେ ପଦକ ପାଇଛନ୍ତି। ବିଶେଷ କରି କଟକ, ଭୁବନେଶ୍ୱର, କୋରାପୁଟ, ମାଲକାନଗିରି, ସମ୍ବଲପୁର ଓ ବାଲେଶ୍ୱର ଜିଲ୍ଲାର ଅଧିକାରୀମାନେ ଏଥିରେ ସାମିଲ ଅଛନ୍ତି। କେନ୍ଦ୍ରାଞ୍ଚଳ ରାଜସ୍ୱ ଆୟୁକ୍ତ, ପୂର୍ବାଞ୍ଚଳ ଆଇଜି, ଦକ୍ଷିଣାଞ୍ଚଳ ଆଇଜି, ପଶ୍ଚିମାଞ୍ଚଳ ଆଇଜି ସମେତ ଅନେକ ବରିଷ୍ଠ ଅଧିକାରୀ ପୁରସ୍କାର ପାଇଛନ୍ତି। ପୋଲିସ କମିସନରେଟ ଅଞ୍ଚଳରୁ ମଧ୍ୟ ଅନେକ ଅଧିକାରୀ ଏହି ତାଲିକାରେ ସ୍ଥାନ ପାଇଛନ୍ତି। ଜିଲ୍ଲା ସଶସ୍ତ୍ର ପୋଲିସ ଓ ଓଡ଼ିଶା ସ୍ୱତନ୍ତ୍ର ସଶସ୍ତ୍ର ପୋଲିସ ବାହିନୀର ଅଧିକାରୀମାନେ ମଧ୍ୟ ଏଥିରେ ଅଛନ୍ତି।: [150, 448, 800, 497]
- subrata-headline: ସୁବ୍ରତଙ୍କୁ ପ୍ରଥମ ଶାସ୍ତ୍ରୀୟ ଭାଷା ସମ୍ମାନ: [156, 535, 794, 579]
- photo-banner-2: ସ୍ୱାଧୀନତା ଦିବସ - ୨୦୧୯: [371, 195, 571, 213]
- temple-illustration: [28, 754, 92, 836]
- page-number: ୫: [862, 12, 881, 45]
- mane-col1-name: ସ୍ୱର୍ଗତ ଅଭୟ ଚରଣ ଦାଶ: [602, 1245, 680, 1254]
- mishra-photo-caption: ଅଶ୍ୱତ୍ଥାମା ମିଶ୍ର: [443, 718, 491, 726]
- brief-story2-body: ଭୁବନେଶ୍ୱର, ୧୬।୮ (ବ୍ୟୁରୋ): ରାଜ୍ୟ ଭାଜପା ମହିଳା ମୋର୍ଚ୍ଚା ପକ୍ଷରୁ ରାଜଭବନରେ ରାଜ୍ୟପାଳ ଗଣେଶୀ ଲାଲଙ୍କୁ ରାଖୀ ବାନ୍ଧି ରକ୍ଷାବନ୍ଧନ ପର୍ବ ପାଳନ କରାଯାଇଛି। ମୋର୍ଚ୍ଚାର ପ୍ରତିନିଧିମାନେ ପୂର୍ବରୁ ଦେଶ ଅଧ୍ୟକ୍ଷାଙ୍କ ହାତରେ ରାଖୀ ବାନ୍ଧିଥିଲେ। ଏହି ଅବସରରେ ଭଉଣୀ ଓ ଭାଇର ପବିତ୍ର ସମ୍ପର୍କ ବିଷୟରେ ଆଲୋଚନା କରାଯାଇଥିଲା। ସେମାନେ ନରେନ୍ଦ୍ର ମୋଦି, ଅମିତ ଶାହଙ୍କ ପାଇଁ ମଧ୍ୟ ରାଖୀ ପଠାଇଛନ୍ତି। ମୋର୍ଚ୍ଚା ସଭାନେତ୍ରୀଙ୍କ ସମେତ ଅନେକ କାର୍ଯ୍ୟକର୍ତ୍ତା ଏଥିରେ ଯୋଗ ଦେଇଥିଲେ। ରାଜ୍ୟପାଳ ସମସ୍ତଙ୍କୁ ଶୁଭେଚ୍ଛା ଜଣାଇଥିଲେ।: [24, 478, 140, 617]
- subrata-photo-caption: ସୁବ୍ରତ କୁମାର ପ୍ରୃଷ୍ଟି: [312, 718, 374, 726]
- today-list: [808, 112, 930, 402]
- gayatri-phones: 7978437929, 9861249377 (PHARMACY) 8249088536 (DMLT) 7862724451, 7381578301 (PHYSIOTHERAPY): [818, 983, 922, 1004]
- gayatri-college2: GAYATRI COLLEGE OF PARAMEDICAL SCIENCE: [811, 858, 929, 875]
- notice-box: [810, 626, 930, 738]
- pharm-course-1: D.Pharm: [813, 929, 869, 939]
- lead-highlight-1: ସାହସିକତା ପାଇଁ ୨୬, ବିଶିଷ୍ଟ ସେବା ପାଇଁ ୨ ଓ ୧୦ଜଣଙ୍କୁ ମେରିଟୋରିୟସ ସେବା ପଦକ: [658, 170, 800, 209]
- gayatri-course1-desc: (Bachelor of Physiotherapy) Recognized by Govt. of Odisha, H&FW Dept & (Affiliated to Sambalpur University) Eligibility: +2 Science Pass: [817, 830, 923, 856]
- zilla-story: [24, 748, 268, 1428]
- footer-right: ଓ୍ୱ-ସମ୍ବଲପୁର: [892, 1432, 930, 1439]
